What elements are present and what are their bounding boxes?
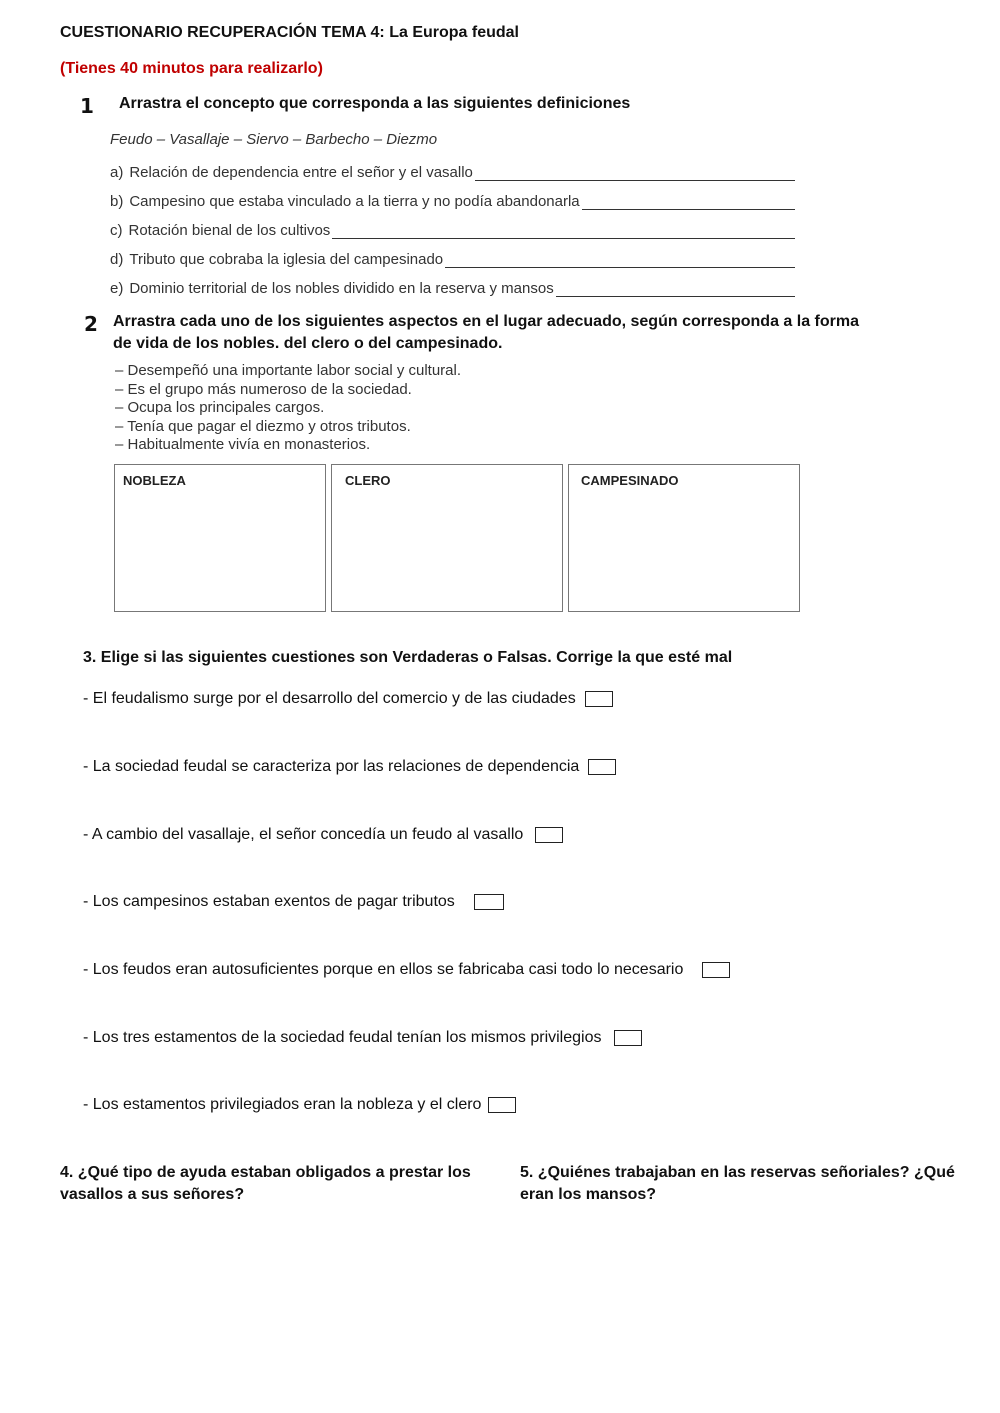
statement-text: - La sociedad feudal se caracteriza por las relaciones de dependencia: [83, 758, 580, 775]
q4-question: [60, 1162, 471, 1206]
tf-answer-box[interactable]: [588, 759, 616, 775]
statement-text: - A cambio del vasallaje, el señor concedía un feudo al vasallo: [83, 826, 524, 843]
tf-statement-7: [83, 1096, 516, 1114]
q1-definition-d: [110, 246, 795, 268]
statement-text: - Los feudos eran autosuficientes porque en ellos se fabricaba casi todo lo necesario: [83, 961, 684, 978]
q2-number: 2: [84, 312, 98, 336]
box-label: CLERO: [345, 473, 391, 488]
q2-title-line2: de vida de los nobles. del clero o del campesinado.: [113, 335, 503, 352]
definition-text: Dominio territorial de los nobles dividido en la reserva y mansos: [129, 280, 554, 297]
q1-title: Arrastra el concepto que corresponda a las siguientes definiciones: [119, 95, 631, 112]
definition-letter: a): [110, 164, 124, 181]
definition-letter: d): [110, 251, 124, 268]
tf-answer-box[interactable]: [474, 894, 504, 910]
definition-letter: b): [110, 193, 124, 210]
statement-text: - Los estamentos privilegiados eran la nobleza y el clero: [83, 1096, 482, 1113]
tf-statement-2: [83, 758, 616, 776]
tf-answer-box[interactable]: [702, 962, 730, 978]
aspect-item[interactable]: – Desempeñó una importante labor social y cultural.: [115, 362, 462, 379]
answer-blank[interactable]: [332, 224, 795, 239]
q1-definition-c: [110, 217, 795, 239]
page-title: CUESTIONARIO RECUPERACIÓN TEMA 4: La Europa feudal: [60, 24, 519, 41]
tf-answer-box[interactable]: [535, 827, 563, 843]
answer-blank[interactable]: [582, 195, 795, 210]
answer-blank[interactable]: [556, 282, 795, 297]
q4-line1: 4. ¿Qué tipo de ayuda estaban obligados a prestar los: [60, 1164, 471, 1181]
definition-text: Rotación bienal de los cultivos: [128, 222, 331, 239]
q2-title-line1: Arrastra cada uno de los siguientes aspectos en el lugar adecuado, según corresponda a la forma: [113, 313, 860, 330]
tf-statement-1: [83, 690, 613, 708]
tf-statement-4: [83, 893, 504, 911]
aspect-item[interactable]: – Tenía que pagar el diezmo y otros tributos.: [115, 417, 411, 435]
statement-text: - Los campesinos estaban exentos de pagar tributos: [83, 893, 455, 910]
definition-letter: e): [110, 280, 124, 297]
statement-text: - El feudalismo surge por el desarrollo del comercio y de las ciudades: [83, 690, 576, 707]
box-label: NOBLEZA: [123, 473, 186, 488]
q1-concepts: Feudo – Vasallaje – Siervo – Barbecho – Diezmo: [110, 131, 438, 148]
answer-blank[interactable]: [475, 166, 795, 181]
tf-answer-box[interactable]: [614, 1030, 642, 1046]
q2-aspects-list: [115, 362, 461, 455]
definition-text: Campesino que estaba vinculado a la tierra y no podía abandonarla: [129, 193, 580, 210]
answer-blank[interactable]: [445, 253, 795, 268]
definition-text: Tributo que cobraba la iglesia del campesinado: [129, 251, 444, 268]
q1-definition-b: [110, 188, 795, 210]
tf-statement-6: [83, 1029, 642, 1047]
tf-statement-3: [83, 826, 563, 844]
tf-answer-box[interactable]: [585, 691, 613, 707]
q3-title: 3. Elige si las siguientes cuestiones son Verdaderas o Falsas. Corrige la que esté mal: [83, 649, 733, 666]
tf-answer-box[interactable]: [488, 1097, 516, 1113]
definition-text: Relación de dependencia entre el señor y el vasallo: [129, 164, 473, 181]
box-label: CAMPESINADO: [581, 473, 679, 488]
drop-box-campesinado[interactable]: [568, 464, 800, 612]
drop-box-nobleza[interactable]: [114, 464, 326, 612]
drop-box-clero[interactable]: [331, 464, 563, 612]
time-note: (Tienes 40 minutos para realizarlo): [60, 60, 323, 77]
aspect-item[interactable]: – Es el grupo más numeroso de la sociedad.: [115, 380, 412, 398]
q4-line2: vasallos a sus señores?: [60, 1186, 245, 1203]
q1-definition-a: [110, 159, 795, 181]
q1-definition-e: [110, 275, 795, 297]
tf-statement-5: [83, 961, 730, 979]
aspect-item[interactable]: – Ocupa los principales cargos.: [115, 399, 325, 416]
statement-text: - Los tres estamentos de la sociedad feudal tenían los mismos privilegios: [83, 1029, 602, 1046]
q5-question: [520, 1162, 955, 1206]
q1-number: 1: [80, 94, 94, 118]
aspect-item[interactable]: – Habitualmente vivía en monasterios.: [115, 436, 371, 453]
definition-letter: c): [110, 222, 123, 239]
q5-line2: eran los mansos?: [520, 1186, 657, 1203]
q5-line1: 5. ¿Quiénes trabajaban en las reservas señoriales? ¿Qué: [520, 1164, 955, 1181]
